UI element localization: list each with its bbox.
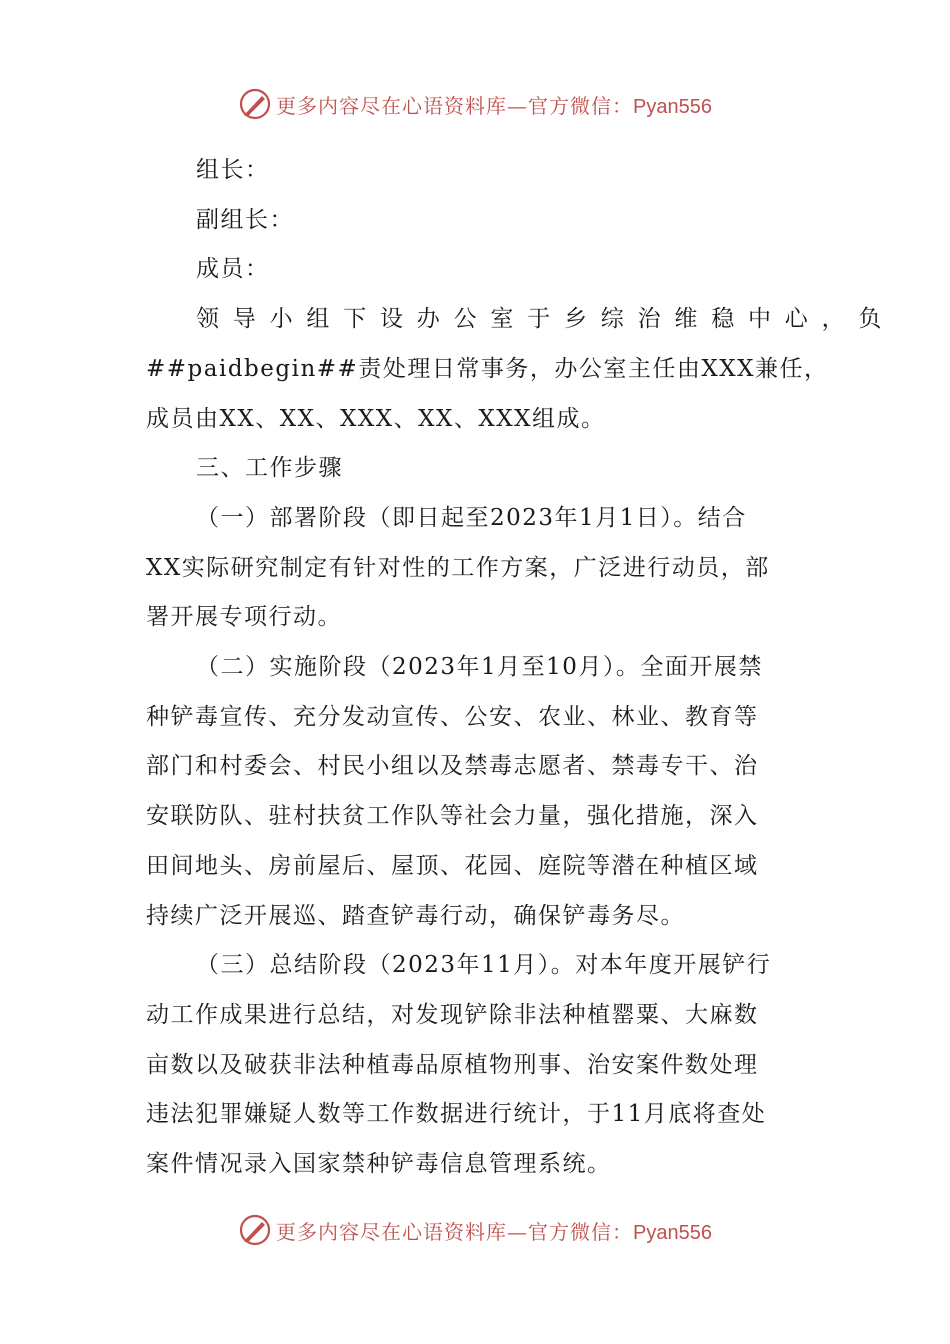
text-line: 组长： — [196, 157, 270, 183]
text-line: 案件情况录入国家禁种铲毒信息管理系统。 — [146, 1151, 612, 1178]
text-line: 违法犯罪嫌疑人数等工作数据进行统计，于11月底将查处 — [146, 1101, 767, 1128]
text-line: 动工作成果进行总结，对发现铲除非法种植罂粟、大麻数 — [146, 1001, 759, 1028]
quill-logo-icon — [238, 87, 272, 121]
text-line: 部门和村委会、村民小组以及禁毒志愿者、禁毒专干、治 — [146, 753, 759, 780]
banner-text: 更多内容尽在心语资料库—官方微信：Pyan556 — [276, 93, 712, 118]
text-line: XX实际研究制定有针对性的工作方案，广泛进行动员，部 — [146, 554, 770, 581]
text-line: 成员由XX、XX、XXX、XX、XXX组成。 — [146, 405, 606, 432]
text-line: 亩数以及破获非法种植毒品原植物刑事、治安案件数处理 — [146, 1051, 759, 1078]
text-line: 田间地头、房前屋后、屋顶、花园、庭院等潜在种植区域 — [146, 852, 759, 879]
quill-logo-icon — [238, 1213, 272, 1247]
banner-text: 更多内容尽在心语资料库—官方微信：Pyan556 — [276, 1219, 712, 1244]
text-line: 成员： — [196, 256, 270, 283]
header-banner — [0, 84, 950, 124]
text-line: （一）部署阶段（即日起至2023年1月1日）。结合 — [196, 504, 747, 531]
document-body — [146, 146, 896, 1190]
footer-banner — [0, 1210, 950, 1250]
text-line: 种铲毒宣传、充分发动宣传、公安、农业、林业、教育等 — [146, 703, 759, 730]
text-line: 副组长： — [196, 206, 294, 233]
text-line: ##paidbegin##责处理日常事务，办公室主任由XXX兼任， — [146, 355, 829, 382]
text-line: （二）实施阶段（2023年1月至10月）。全面开展禁 — [196, 654, 763, 681]
text-line: （三）总结阶段（2023年11月）。对本年度开展铲行 — [196, 952, 772, 979]
text-line: 持续广泛开展巡、踏查铲毒行动，确保铲毒务尽。 — [146, 902, 685, 929]
text-line: 领导小组下设办公室于乡综治维稳中心，负 — [196, 306, 896, 333]
text-line: 署开展专项行动。 — [146, 604, 342, 631]
text-line: 安联防队、驻村扶贫工作队等社会力量，强化措施，深入 — [146, 803, 759, 830]
section-heading: 三、工作步骤 — [196, 455, 343, 482]
